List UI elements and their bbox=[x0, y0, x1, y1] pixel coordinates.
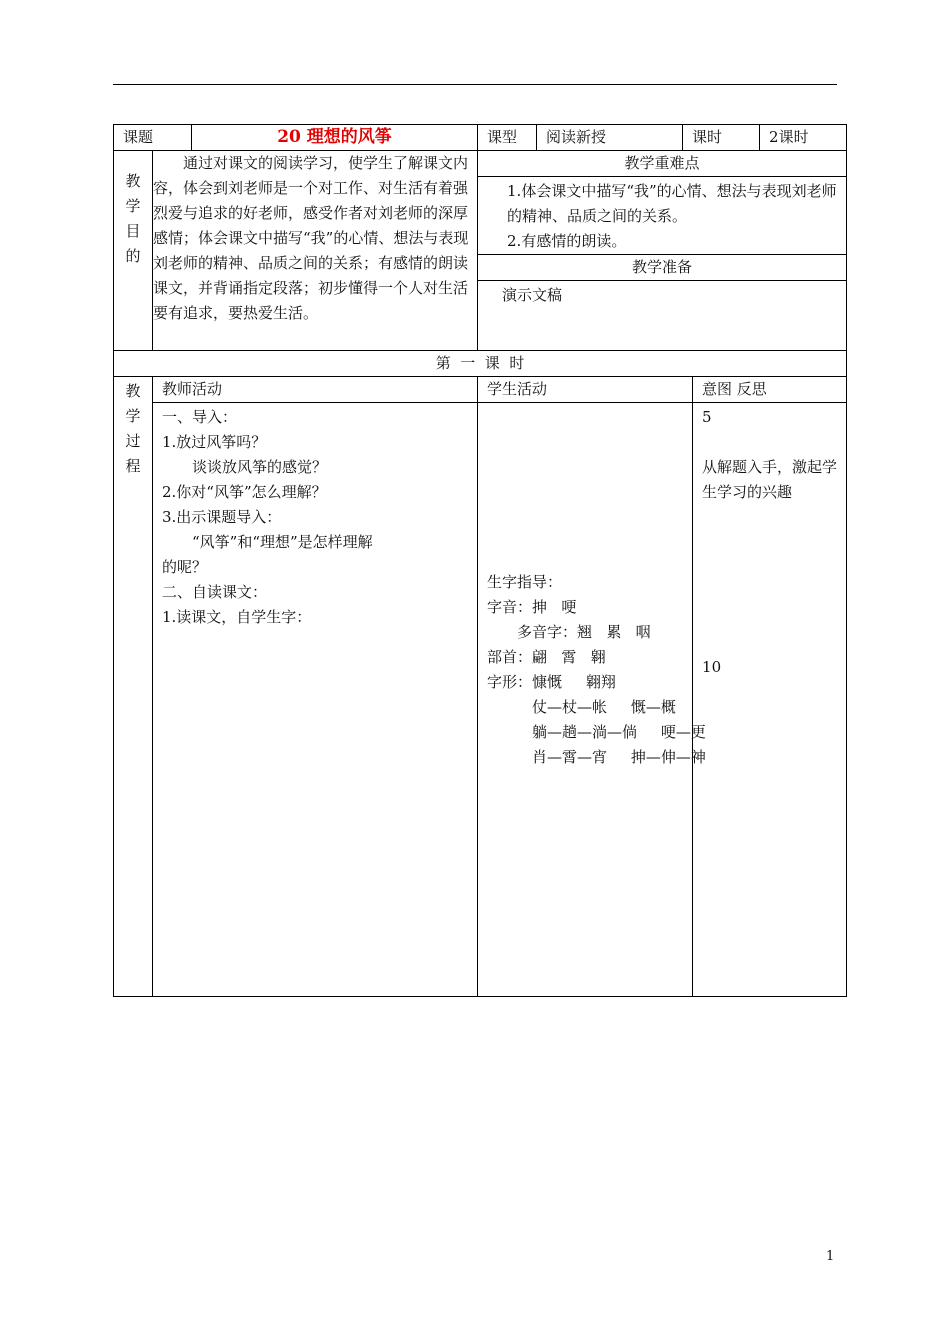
page-number: 1 bbox=[826, 1249, 835, 1264]
teacher-line: 一、导入： bbox=[162, 408, 238, 426]
teacher-activity-heading: 教师活动 bbox=[153, 377, 478, 403]
session-heading: 第 一 课 时 bbox=[114, 351, 847, 377]
student-line: 部首：翩 霄 翱 bbox=[487, 648, 606, 666]
teacher-line: 的呢？ bbox=[162, 558, 208, 576]
notes-column bbox=[693, 403, 847, 997]
teacher-line: 1.读课文，自学生字： bbox=[162, 608, 312, 626]
objectives-text: 通过对课文的阅读学习，使学生了解课文内容，体会到刘老师是一个对工作、对生活有着强烈爱与追求的好老师，感受作者对刘老师的深厚感情；体会课文中描写“我”的心情、想法与表现刘老师的精神、品质之间的关系；有感情的朗读课文，并背诵指定段落；初步懂得一个人对生活要有追求，要热爱生活。 bbox=[153, 151, 478, 351]
key-points-heading: 教学重难点 bbox=[478, 151, 847, 177]
objectives-label: 教 学 目 的 bbox=[114, 151, 153, 351]
teacher-line: 谈谈放风筝的感觉？ bbox=[192, 458, 328, 476]
process-label: 教 学 过 程 bbox=[114, 377, 153, 997]
teacher-line: 1.放过风筝吗？ bbox=[162, 433, 267, 451]
student-line: 躺—趟—淌—倘 哽—更 bbox=[532, 723, 706, 741]
type-value: 阅读新授 bbox=[537, 125, 683, 151]
teacher-line: “风筝”和“理想”是怎样理解 bbox=[192, 533, 373, 551]
teacher-line: 3.出示课题导入： bbox=[162, 508, 282, 526]
period-value: 2课时 bbox=[760, 125, 847, 151]
notes-heading: 意图 反思 bbox=[693, 377, 847, 403]
lesson-title: 20 理想的风筝 bbox=[192, 125, 478, 151]
top-rule bbox=[113, 84, 837, 85]
intent-note: 从解题入手，激起学生学习的兴趣 bbox=[702, 458, 838, 501]
student-line: 生字指导： bbox=[487, 573, 563, 591]
time-marker: 5 bbox=[702, 408, 712, 426]
student-line: 肖—霄—宵 抻—伸—神 bbox=[532, 748, 706, 766]
student-line: 多音字：翘 累 咽 bbox=[517, 623, 651, 641]
period-label: 课时 bbox=[683, 125, 760, 151]
student-line: 仗—杖—帐 慨—概 bbox=[532, 698, 676, 716]
student-activity bbox=[478, 403, 706, 997]
key-point-1: 1.体会课文中描写“我”的心情、想法与表现刘老师的精神、品质之间的关系。 bbox=[507, 182, 837, 225]
student-line: 字形：慷慨 翱翔 bbox=[487, 673, 616, 691]
teacher-line: 2.你对“风筝”怎么理解？ bbox=[162, 483, 327, 501]
lesson-plan-table bbox=[113, 124, 847, 997]
student-line: 字音：抻 哽 bbox=[487, 598, 577, 616]
teacher-activity bbox=[153, 403, 478, 997]
teacher-line: 二、自读课文： bbox=[162, 583, 268, 601]
preparation-text: 演示文稿 bbox=[478, 281, 847, 351]
student-activity-heading: 学生活动 bbox=[478, 377, 693, 403]
preparation-heading: 教学准备 bbox=[478, 255, 847, 281]
lesson-label: 课题 bbox=[114, 125, 192, 151]
key-point-2: 2.有感情的朗读。 bbox=[507, 232, 627, 250]
time-marker: 10 bbox=[702, 658, 722, 676]
key-points-list bbox=[478, 177, 847, 255]
type-label: 课型 bbox=[478, 125, 537, 151]
